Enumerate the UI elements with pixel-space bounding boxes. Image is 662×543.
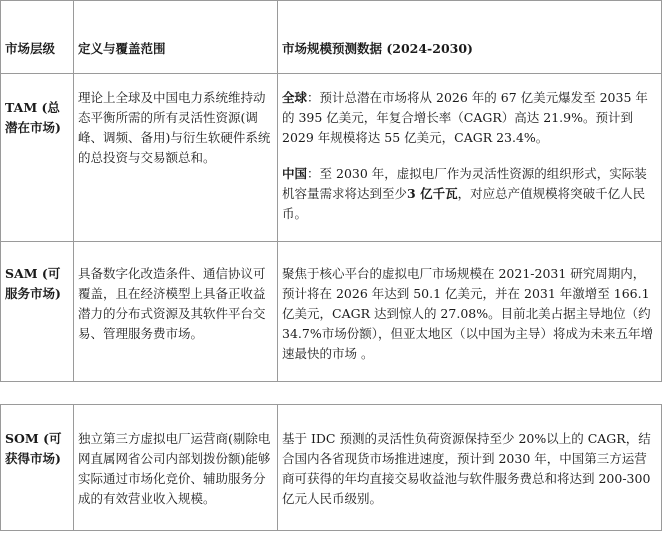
som-level-text: SOM (可获得市场) <box>5 431 62 466</box>
tam-level-cell <box>1 74 74 242</box>
tam-global-paragraph <box>278 74 661 152</box>
market-table-som <box>0 404 662 531</box>
table-row-tam <box>1 74 662 242</box>
tam-china-text-2: ，对应总产值规模将突破千亿人民币。 <box>282 186 646 221</box>
sam-definition-cell <box>74 242 278 382</box>
som-level-cell <box>1 405 74 531</box>
table-header-row <box>1 1 662 74</box>
sam-level-text: SAM (可服务市场) <box>5 266 61 301</box>
tam-global-text: ：预计总潜在市场将从 2026 年的 67 亿美元爆发至 2035 年的 395 亿美元，年复合增长率（CAGR）高达 21.9%。预计到 2029 年规模将达 55 亿美元，CAGR 23.4%。 <box>282 90 648 145</box>
tam-global-label: 全球 <box>282 90 308 105</box>
sam-data-cell <box>278 242 662 382</box>
som-definition-cell <box>74 405 278 531</box>
tam-china-bold: 3 亿千瓦 <box>407 186 458 201</box>
tam-data-cell <box>278 74 662 242</box>
tam-china-paragraph <box>278 152 661 228</box>
tam-china-text-1: ：至 2030 年，虚拟电厂作为灵活性资源的组织形式，实际装机容量需求将达到至少 <box>282 166 647 201</box>
header-definition-text: 定义与覆盖范围 <box>78 41 166 56</box>
header-cell-forecast <box>278 1 662 74</box>
sam-definition-text: 具备数字化改造条件、通信协议可覆盖，且在经济模型上具备正收益潜力的分布式资源及其软件平台交易、管理服务费市场。 <box>78 266 266 341</box>
sam-level-cell <box>1 242 74 382</box>
table-row-sam <box>1 242 662 382</box>
header-cell-level <box>1 1 74 74</box>
tam-definition-text: 理论上全球及中国电力系统维持动态平衡所需的所有灵活性资源(调峰、调频、备用)与衍生软硬件系统的总投资与交易额总和。 <box>78 90 271 165</box>
header-level-text: 市场层级 <box>5 41 56 56</box>
tam-china-label: 中国 <box>282 166 308 181</box>
header-forecast-text: 市场规模预测数据 (2024-2030) <box>282 41 473 56</box>
header-cell-definition <box>74 1 278 74</box>
sam-data-text: 聚焦于核心平台的虚拟电厂市场规模在 2021-2031 研究周期内，预计将在 2026 年达到 50.1 亿美元，并在 2031 年激增至 166.1 亿美元，CAGR 达到惊人的 27.08%。目前北美占据主导地位（约 34.7%市场份额），但亚太地区（以中国为主导）将成为未来五年增速最快的市场 。 <box>282 266 653 361</box>
som-definition-text: 独立第三方虚拟电厂运营商(剔除电网直属网省公司内部划拨份额)能够实际通过市场化竞价、辅助服务分成的有效营业收入规模。 <box>78 431 271 506</box>
tam-definition-cell <box>74 74 278 242</box>
table-row-som <box>1 405 662 531</box>
som-data-cell <box>278 405 662 531</box>
tam-level-text: TAM (总潜在市场) <box>5 100 61 135</box>
som-data-text: 基于 IDC 预测的灵活性负荷资源保持至少 20%以上的 CAGR，结合国内各省现货市场推进速度，预计到 2030 年，中国第三方运营商可获得的年均直接交易收益池与软件服务费总和将达到 200-300 亿元人民币级别。 <box>282 431 651 506</box>
